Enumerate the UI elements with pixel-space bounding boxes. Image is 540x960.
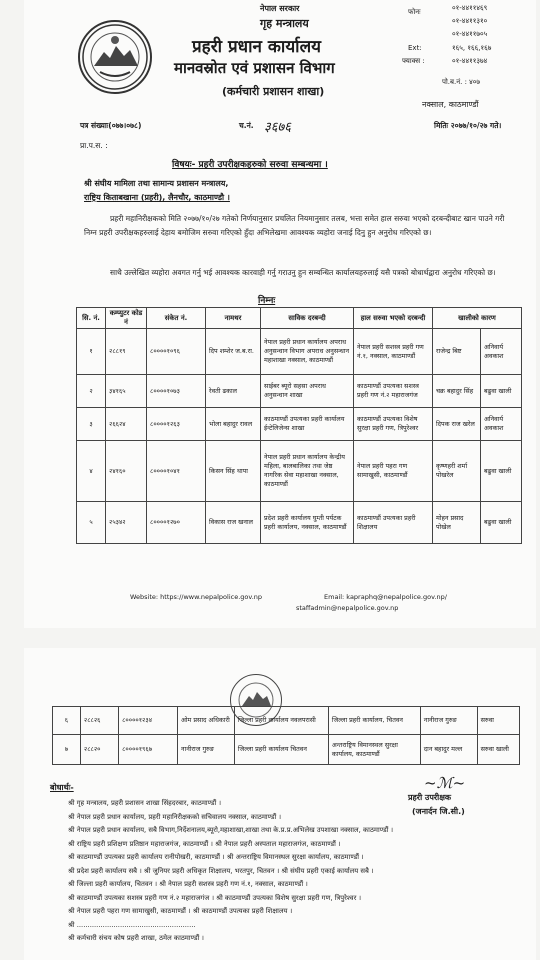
office-title: प्रहरी प्रधान कार्यालय [192,37,321,57]
col-name: नामथर [206,308,261,329]
website: Website: https://www.nepalpolice.gov.np [130,593,263,601]
table-cell: सरुवा [477,707,519,735]
table-cell: नेपाल प्रहरी पहरा गण सामाखुसी, काठमाण्डौं [354,441,433,502]
table-cell: नेपाल प्रहरी सशस्त्र प्रहरी गण नं.१, नक्साल, काठमाण्डौं [354,329,433,375]
table-cell: दिपक राज खरेल [433,408,481,441]
col-sanket: संकेत नं. [147,308,206,329]
table-cell: ओम प्रसाद अधिकारी [178,707,235,735]
table-cell: अन्तराष्ट्रिय विमानस्थल सुरक्षा कार्यालय, काठमाण्डौं [328,735,420,765]
table-cell: नेपाल प्रहरी प्रधान कार्यालय अपराध अनुसन्धान विभाग अपराध अनुसन्धान महाशाखा नक्साल, काठमाण्डौं [261,329,354,375]
col-previous-post: साविक दरबन्दी [261,308,354,329]
location: नक्साल, काठमाण्डौं [422,100,479,109]
paragraph-1: प्रहरी महानिरीक्षकको मिति २०७७/१०/२७ गतेको निर्णयानुसार प्रचलित नियमानुसार तलब, भत्ता समेत हाल सरुवा भएको दरबन्दीबाट खान पाउने गरी निम्न प्रहरी उपरीक्षकहरुलाई देहाय बमोजिम सरुवा गरिएको हुँदा अभिलेखमा आवश्यक व्यहोरा जनाई दिनु हुन अनुरोध गरिएको छ। [84,214,505,237]
col-vacancy-reason: खालीको कारण [433,308,522,329]
prause: प्रा.प.स. : [80,141,108,150]
fax-label: फ्याक्स : [402,57,425,65]
date: मितिः २०७७/१०/२७ गते। [434,121,502,130]
ext-value: १६५, १६६,१६७ [452,44,492,52]
cc-line: श्री गृह मन्त्रालय, प्रहरी प्रशासन शाखा सिंहदरबार, काठमाण्डौं । [68,799,222,807]
table-cell: अनिवार्य अवकाश [481,408,522,441]
table-cell: जिल्ला प्रहरी कार्यालय नवलपरासी [234,707,328,735]
table-row [77,408,522,441]
list-title: निम्नः [258,296,276,306]
table-cell: दान बहादुर मल्ल [420,735,477,765]
table-cell: बढुवा खाली [481,375,522,408]
table-cell: ७ [53,735,81,765]
letter-page-1 [24,0,536,628]
email-2: staffadmin@nepalpolice.gov.np [296,604,399,612]
fax-value: ०१-४४११३७४ [452,57,488,65]
table-cell: १ [77,329,106,375]
cc-title: बोधार्थः- [50,783,74,792]
table-cell: नानीराज गुरुङ [178,735,235,765]
department-title: मानवस्रोत एवं प्रशासन विभाग [174,59,335,77]
table-cell: काठमाण्डौं उपत्यका प्रहरी शिक्षालय [354,502,433,544]
table-cell: किसन सिंह थापा [206,441,261,502]
addressee-line-1: श्री संघीय मामिला तथा सामान्य प्रशासन मन्त्रालय, [84,179,229,188]
table-cell: अनिवार्य अवकाश [481,329,522,375]
col-new-post: हाल सरुवा भएको दरबन्दी [354,308,433,329]
signatory-name: (जनार्दन जि.सी.) [412,807,465,816]
table-cell: २५३४२ [106,502,147,544]
table-cell: २८८२६ [80,707,118,735]
subject: विषयः- प्रहरी उपरीक्षकहरुको सरुवा सम्बन्धमा । [172,160,328,170]
table-cell: ८००००१९६७ [119,735,178,765]
cc-line: श्री प्रदेश प्रहरी कार्यालय सबै । श्री जुनियर प्रहरी अधिकृत शिक्षालय, भरतपुर, चितवन । श्री संघीय प्रहरी एकाई कार्यालय सबै । [68,866,374,875]
table-cell: २८८१९ [106,329,147,375]
ministry-label: गृह मन्त्रालय [260,17,309,30]
table-cell: रेवती ढकाल [206,375,261,408]
cc-line: श्री नेपाल प्रहरी पहरा गण सामाखुसी, काठमाण्डौं । श्री काठमाण्डौं उपत्यका प्रहरी शिक्षालय । [68,907,293,915]
pobox: पो.ब.नं. : ४०७ [442,78,481,86]
table-cell: ८००००१२३४ [119,707,178,735]
signature-mark: ~ℳ~ [424,774,466,792]
table-cell: जिल्ला प्रहरी कार्यालय चितवन [234,735,328,765]
table-cell: नानीराज गुरुङ [420,707,477,735]
email: Email: kapraphq@nepalpolice.gov.np/ [324,593,447,601]
cc-line: श्री कर्मचारी संचय कोष प्रहरी शाखा, ठमेल काठमाण्डौं । [68,934,204,942]
table-cell: सरुवा खाली [477,735,519,765]
phone-3: ०१-४४११७०५ [452,30,488,38]
table-cell: चक्र बहादुर सिंह [433,375,481,408]
table-cell: साईबर ब्यूरो सहसा अपराध अनुसन्धान शाखा [261,375,354,408]
cc-line: श्री राष्ट्रिय प्रहरी प्रशिक्षण प्रतिष्ठान महाराजगंज, काठमाण्डौं । श्री नेपाल प्रहरी अस्पताल महाराजगंज, काठमाण्डौं । [68,839,341,848]
nepal-police-emblem-icon [78,20,152,94]
phone-2: ०१-४४११३१० [452,17,488,25]
table-row [77,502,522,544]
col-code: कम्प्युटर कोड नं [106,308,147,329]
col-sn: सि. नं. [77,308,106,329]
transfer-table [76,307,522,544]
table-cell: ३ [77,408,106,441]
letter-page-2 [24,648,536,960]
table-cell: बढुवा खाली [481,441,522,502]
table-cell: बढुवा खाली [481,502,522,544]
ext-label: Ext: [408,44,422,52]
signatory-title: प्रहरी उपरीक्षक [408,793,452,802]
table-cell: काठमाण्डौं उपत्यका प्रहरी कार्यालय ईन्टेलिजेन्स शाखा [261,408,354,441]
table-cell: विकास राज खनाल [206,502,261,544]
table-cell: नेपाल प्रहरी प्रधान कार्यालय केन्द्रीय महिला, बालबालिका तथा जेष्ठ नागरिक सेवा महाशाखा नक्साल, काठमाण्डौं [261,441,354,502]
cc-line: श्री ....................................................... [68,920,196,929]
table-cell: २४१६० [106,441,147,502]
table-cell: मोहन प्रसाद पोखेल [433,502,481,544]
gov-label: नेपाल सरकार [260,4,300,13]
cc-line: श्री नेपाल प्रहरी प्रधान कार्यालय, सबै विभाग,निर्देशनालय,ब्यूरो,महाशाखा,शाखा तथा के.प्र.प्र.अभिलेख उपशाखा नक्साल, काठमाण्डौं । [68,826,394,834]
table-cell: २ [77,375,106,408]
table-cell: प्रदेश प्रहरी कार्यालय घुम्ती पर्यटक प्रहरी कार्यालय, नक्साल, काठमाण्डौं [261,502,354,544]
cc-line: श्री काठमाण्डौं उपत्यका प्रहरी कार्यालय रानीपोखरी, काठमाण्डौं । श्री अन्तराष्ट्रिय विमानस्थल सुरक्षा कार्यालय, काठमाण्डौं । [68,853,364,861]
table-row [77,329,522,375]
table-cell: ६ [53,707,81,735]
table-cell: २६६२४ [106,408,147,441]
table-cell: काठमाण्डौं उपत्यका विशेष सुरक्षा प्रहरी गण, त्रिपुरेश्वर [354,408,433,441]
table-cell: ८००००१०४१ [147,441,206,502]
table-cell: राजेन्द्र बिष्ट [433,329,481,375]
cc-line: श्री नेपाल प्रहरी प्रधान कार्यालय, प्रहरी महानिरीक्षकको सचिवालय नक्साल, काठमाण्डौं । [68,812,282,821]
table-cell: ३४१६५ [106,375,147,408]
section-title: (कर्मचारी प्रशासन शाखा) [222,85,325,98]
table-cell: ५ [77,502,106,544]
patra-sankhya: पत्र संख्याः(०७७।०७८) [80,121,142,130]
table-cell: जिल्ला प्रहरी कार्यालय, चितवन [328,707,420,735]
table-row [77,375,522,408]
paragraph-2: साथै उल्लेखित व्यहोरा अवगत गर्नु भई आवश्यक कारवाही गर्नु गराउनु हुन सम्बन्धित कार्यालयहरुलाई यसै पत्रको बोधार्थद्वारा अनुरोध गरिएको छ। [110,268,496,277]
table-cell: ८००००१०९६ [147,329,206,375]
table-cell: ४ [77,441,106,502]
table-cell: ८००००१२७० [147,502,206,544]
phone-1: ०१-४४११४६९ [452,4,488,12]
cc-line: श्री काठमाण्डौं उपत्यका सशस्त्र प्रहरी गण नं.२ महाराजगंज । श्री काठमाण्डौं उपत्यका विशेष सुरक्षा प्रहरी गण, त्रिपुरेश्वर । [68,893,362,902]
table-cell: कृष्णहरी शर्मा पोखरेल [433,441,481,502]
chalani-number: ३६७६ [264,120,292,135]
addressee-line-2: राष्ट्रिय किताबखाना (प्रहरी), लैनचौर, काठमाण्डौ । [84,193,230,202]
cc-line: श्री जिल्ला प्रहरी कार्यालय, चितवन । श्री नेपाल प्रहरी सशस्त्र प्रहरी गण नं.१, नक्साल, काठमाण्डौं । [68,880,308,888]
table-header-row [77,308,522,329]
table-row [53,707,520,735]
phone-label: फोनः [408,8,421,16]
transfer-table-continued [52,706,520,765]
table-cell: २८८२० [80,735,118,765]
table-cell: दिप शम्शेर ज.ब.रा. [206,329,261,375]
table-cell: काठमाण्डौं उपत्यका सशस्त्र प्रहरी गण नं.२ महाराजगंज [354,375,433,408]
chalani-label: च.नं. [239,121,254,130]
table-row [77,441,522,502]
table-cell: ८००००१०७३ [147,375,206,408]
table-cell: भोला बहादुर रावल [206,408,261,441]
table-row [53,735,520,765]
table-cell: ८००००१२६३ [147,408,206,441]
